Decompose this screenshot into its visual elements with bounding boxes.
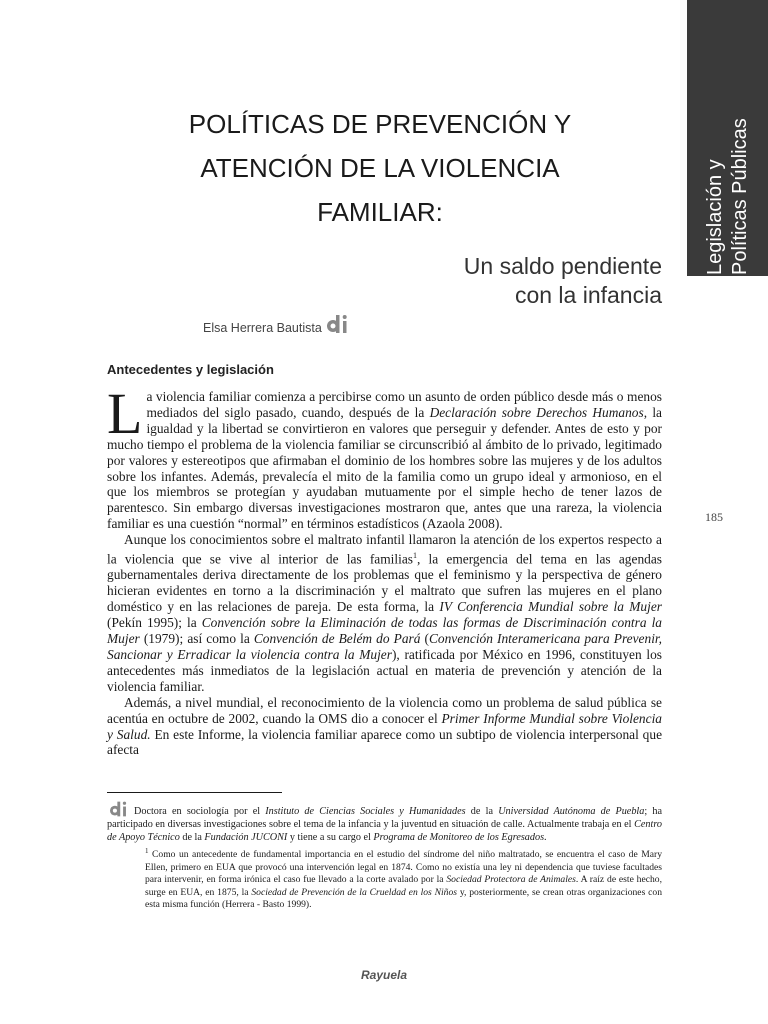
paragraph-1: La violencia familiar comienza a percibirse como un asunto de orden público desde más o menos mediados del siglo pasado, cuando, después de la Declaración sobre Derechos Humanos, la igualdad y la libertad se convirtieron en valores que perseguir y defender. Antes de esto y por mucho tiempo el problema de la violencia familiar se circunscribió al ámbito de lo privado, legitimado por valores y estereotipos que afirmaban el dominio de los hombres sobre las mujeres y de los adultos sobre los infantes. Además, prevalecía el mito de la familia como un grupo ideal y armonioso, en el que los miembros se protegían y ayudaban mutuamente por el simple hecho de tener lazos de parentesco. Sin embargo diversas investigaciones mostraron que, antes que una rareza, la violencia familiar es una cuestión “normal” en términos estadísticos (Azaola 2008). (107, 381, 662, 532)
section-tab-label (703, 15, 753, 275)
article-title (120, 102, 640, 234)
author-footnote: Doctora en sociología por el Instituto de Ciencias Sociales y Humanidades de la Universidad Autónoma de Puebla; ha participado en diversas investigaciones sobre el tema de la infancia y la juventud en situación de calle. Actualmente trabaja en el Centro de Apoyo Técnico de la Fundación JUCONI y tiene a su cargo el Programa de Monitoreo de los Egresados. (107, 800, 662, 845)
title-line-1: POLÍTICAS DE PREVENCIÓN Y (188, 109, 572, 139)
footnotes (107, 800, 662, 912)
author-line (203, 313, 351, 335)
author-logo-icon (325, 313, 351, 335)
footnote-divider (107, 792, 282, 793)
section-tab-line-2: Políticas Públicas (729, 118, 751, 275)
article-subtitle (464, 252, 662, 310)
footnote-ref: 1 (412, 551, 417, 561)
page-number: 185 (705, 510, 723, 524)
drop-cap: L (107, 381, 143, 446)
section-tab-line-1: Legislación y (704, 159, 726, 275)
subtitle-line-1: Un saldo pendiente (463, 253, 662, 279)
footnote-1: $^1$ Como un antecedente de fundamental importancia en el estudio del síndrome del niño maltratado, se encuentra el caso de Mary Ellen, primero en EUA que provocó una intervención legal en 1874. Como no existía una ley ni dependencia que tuviese facultades para intervenir, en forma irónica el caso fue llevado a la corte avalado por la Sociedad Protectora de Animales. A raíz de este hecho, surge en EUA, en 1875, la Sociedad de Prevención de la Crueldad en los Niños y, posteriormente, se crean otras organizaciones con esta misma función (Herrera - Basto 1999). (145, 846, 662, 911)
article-body (107, 381, 663, 758)
section-heading: Antecedentes y legislación (107, 362, 274, 377)
subtitle-line-2: con la infancia (514, 282, 662, 308)
author-logo-icon (107, 800, 131, 818)
section-tab-rule (687, 275, 768, 276)
title-line-2: ATENCIÓN DE LA VIOLENCIA (200, 153, 560, 183)
title-line-3: FAMILIAR: (317, 197, 443, 227)
journal-name: Rayuela (360, 968, 408, 982)
paragraph-3: Además, a nivel mundial, el reconocimiento de la violencia como un problema de salud pública se acentúa en octubre de 2002, cuando la OMS dio a conocer el Primer Informe Mundial sobre Violencia y Salud. En este Informe, la violencia familiar aparece como un subtipo de violencia interpersonal que afecta (107, 694, 663, 758)
paragraph-2: Aunque los conocimientos sobre el maltrato infantil llamaron la atención de los expertos respecto a la violencia que se vive al interior de las familias$^1$, la emergencia del tema en las agendas gubernamentales deriva directamente de los problemas que el feminismo y la perspectiva de género hicieran evidentes en torno a la discriminación y el maltrato que sufren las mujeres en el plano doméstico y en las relaciones de pareja. De esta forma, la IV Conferencia Mundial sobre la Mujer (Pekín 1995); la Convención sobre la Eliminación de todas las formas de Discriminación contra la Mujer (1979); así como la Convención de Belém do Pará (Convención Interamericana para Prevenir, Sancionar y Erradicar la violencia contra la Mujer), ratificada por México en 1996, constituyen los antecedentes más inmediatos de la legislación actual en materia de prevención y atención de la violencia familiar. (107, 532, 662, 694)
author-name: Elsa Herrera Bautista (203, 321, 322, 335)
